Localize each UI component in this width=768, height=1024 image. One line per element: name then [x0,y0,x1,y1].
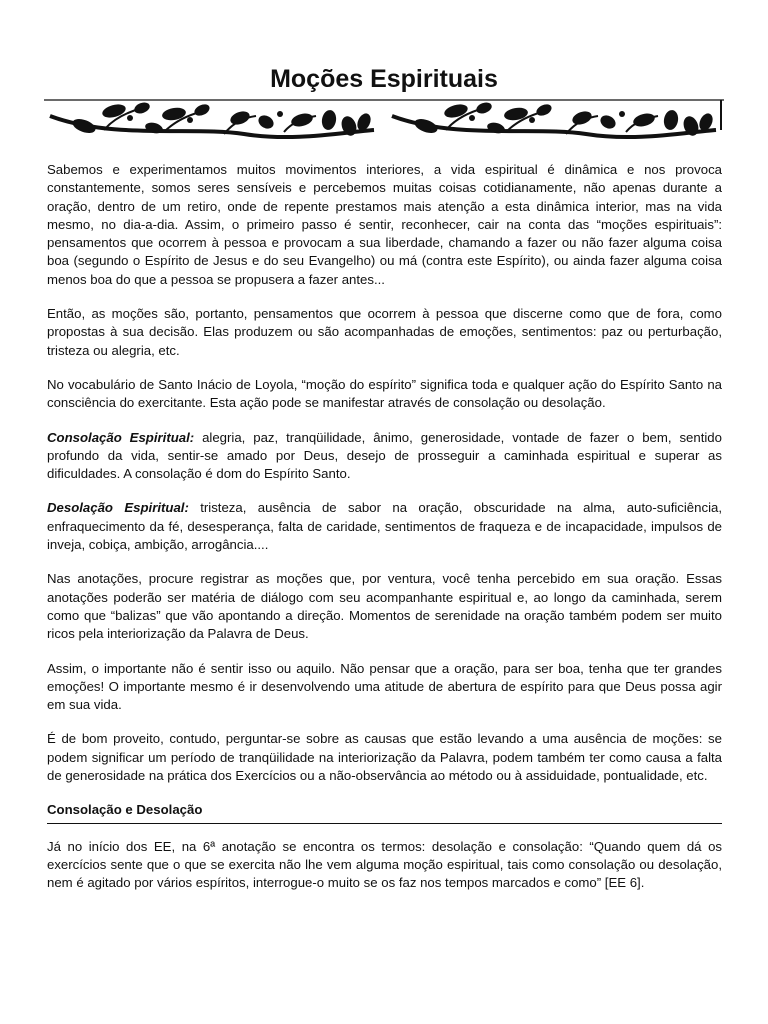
section-heading: Consolação e Desolação [47,801,722,823]
document-body [47,161,722,909]
paragraph: Então, as moções são, portanto, pensamentos que ocorrem à pessoa que discerne como que de fora, como propostas à sua decisão. Elas produzem ou são acompanhadas de emoções, sentimentos: paz ou perturbação, tristeza ou alegria, etc. [47,306,722,358]
paragraph: Assim, o importante não é sentir isso ou aquilo. Não pensar que a oração, para ser boa, tenha que ter grandes emoções! O importante mesmo é ir desenvolvendo uma atitude de abertura de espírito para que Deus possa agir em sua vida. [47,660,722,713]
paragraph-desolacao: Desolação Espiritual: tristeza, ausência de sabor na oração, obscuridade na alma, auto-suficiência, enfraquecimento da fé, desesperança, falta de caridade, sentimentos de fraqueza e de incapacidade, impulsos de inveja, cobiça, ambição, arrogância.... [47,500,722,553]
page-title: Moções Espirituais [270,65,498,93]
paragraph: Nas anotações, procure registrar as moções que, por ventura, você tenha percebido em sua oração. Essas anotações poderão ser matéria de diálogo com seu acompanhante espiritual e, ao longo da caminhada, serem como que “balizas” que vão apontando a direção. Momentos de serenidade na oração também podem ser muito ricos pela interiorização da Palavra de Deus. [47,571,722,642]
term-desolacao: Desolação Espiritual: [47,500,189,516]
paragraph: É de bom proveito, contudo, perguntar-se sobre as causas que estão levando a uma ausência de moções: se podem significar um período de tranqüilidade na interiorização da Palavra, podem também ter como causa a falta de generosidade na prática dos Exercícios ou a não-observância ao método ou à assiduidade, pontualidade, etc. [47,731,722,784]
floral-vine-divider [44,96,724,146]
paragraph: Sabemos e experimentamos muitos movimentos interiores, a vida espiritual é dinâmica e nos provoca constantemente, somos seres sensíveis e percebemos muitas coisas cotidianamente, não apenas durante a oração, dentro de um retiro, onde de repente prestamos mais atenção a esta dinâmica interior, mas na vida mesmo, no dia-a-dia. Assim, o primeiro passo é sentir, reconhecer, cair na conta das “moções espirituais”: pensamentos que ocorrem à pessoa e provocam a sua liberdade, chamando a fazer ou não fazer alguma coisa boa (segundo o Espírito de Jesus e do seu Evangelho) ou má (contra este Espírito), ou ainda fazer alguma coisa menos boa do que a pessoa se propusera a fazer antes... [47,162,722,287]
paragraph: No vocabulário de Santo Inácio de Loyola, “moção do espírito” significa toda e qualquer ação do Espírito Santo na consciência do exercitante. Esta ação pode se manifestar através de consolação ou desolação. [47,376,722,411]
paragraph-consolacao: Consolação Espiritual: alegria, paz, tranqüilidade, ânimo, generosidade, vontade de fazer o bem, sentido profundo da vida, sentir-se amado por Deus, desejo de prosseguir a caminhada espiritual e superar as dificuldades. A consolação é dom do Espírito Santo. [47,429,722,482]
section-paragraph: Já no início dos EE, na 6ª anotação se encontra os termos: desolação e consolação: “Quando quem dá os exercícios sente que o que se exercita não lhe vem alguma moção espiritual, tais como consolação ou desolação, nem é agitado por vários espíritos, interrogue-o muito se os faz nos tempos marcados e como” [EE 6]. [47,838,722,891]
term-consolacao: Consolação Espiritual: [47,429,195,445]
